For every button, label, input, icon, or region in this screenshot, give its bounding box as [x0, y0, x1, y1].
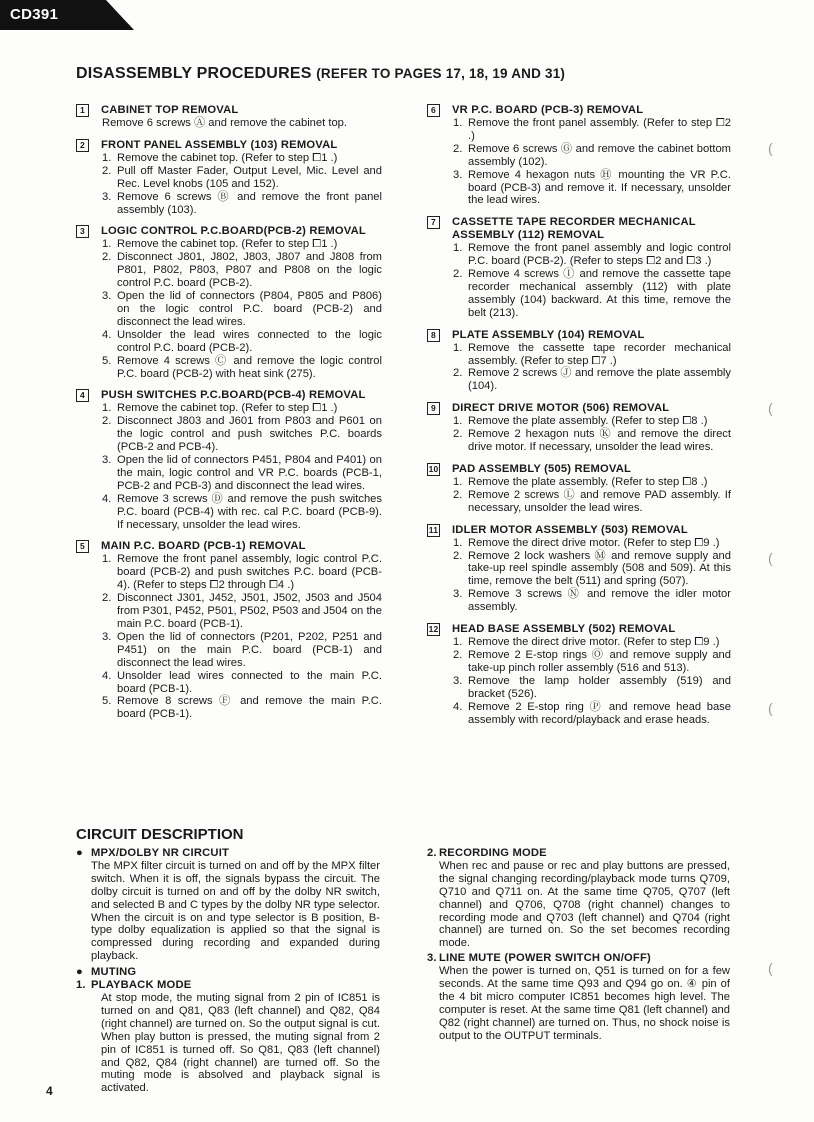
step-number: 1. — [453, 475, 463, 488]
section-number-box: 3 — [76, 225, 89, 238]
section-title: PUSH SWITCHES P.C.BOARD(PCB-4) REMOVAL — [101, 389, 366, 402]
model-tab — [0, 0, 134, 30]
section-body — [453, 636, 731, 726]
playback-num: 1. — [76, 979, 86, 992]
section-heading — [427, 463, 731, 476]
step-number: 2. — [453, 142, 463, 155]
step-text: Disconnect J803 and J601 from P803 and P601 on the logic control and push switches P.C. boards (PCB-2 and PCB-4). — [117, 415, 382, 454]
section-10 — [427, 463, 731, 515]
section-6 — [427, 104, 731, 207]
step-text: Remove 4 screws Ⓘ and remove the cassette tape recorder mechanical assembly (112) with plate assembly (104) backward. At this time, remove the belt (213). — [468, 267, 731, 319]
section-title: FRONT PANEL ASSEMBLY (103) REMOVAL — [101, 138, 338, 151]
step-number: 3. — [453, 168, 463, 181]
section-title: PLATE ASSEMBLY (104) REMOVAL — [452, 328, 645, 341]
section-heading — [76, 139, 382, 152]
step-text: Remove the direct drive motor. (Refer to step ⧠9 .) — [468, 536, 720, 549]
step-number: 2. — [453, 549, 463, 562]
step-number: 4. — [102, 492, 112, 505]
recording-heading — [427, 847, 730, 860]
muting-heading — [76, 966, 380, 979]
step-number: 1. — [102, 402, 112, 415]
left-column — [76, 104, 382, 730]
step-item — [453, 342, 731, 368]
playback-heading — [76, 979, 380, 992]
step-text: Remove the cabinet top. (Refer to step ⧠1 .) — [117, 402, 338, 415]
section-5 — [76, 540, 382, 721]
step-text: Remove 2 hexagon nuts Ⓚ and remove the direct drive motor. If necessary, unsolder the lead wires. — [468, 428, 731, 454]
section-1 — [76, 104, 382, 130]
step-number: 1. — [453, 636, 463, 649]
step-number: 2. — [453, 267, 463, 280]
step-item — [453, 367, 731, 393]
step-item — [102, 695, 382, 721]
step-number: 3. — [453, 674, 463, 687]
section-7 — [427, 216, 731, 319]
section-2 — [76, 139, 382, 217]
step-text: Remove 2 screws Ⓙ and remove the plate assembly (104). — [468, 367, 731, 393]
step-text: Disconnect J801, J802, J803, J807 and J808 from P801, P802, P803, P807 and P808 on the logic control P.C. board (PCB-2). — [117, 251, 382, 290]
step-text: Remove 4 hexagon nuts Ⓗ mounting the VR P.C. board (PCB-3) and remove it. If necessary, unsolder the lead wires. — [468, 168, 731, 207]
section-4 — [76, 389, 382, 531]
section-title: PAD ASSEMBLY (505) REMOVAL — [452, 462, 632, 475]
bullet: ● — [76, 847, 83, 859]
step-item — [102, 165, 382, 191]
step-text: Remove the cabinet top. (Refer to step ⧠1 .) — [117, 151, 338, 164]
step-item — [102, 553, 382, 592]
step-text: Unsolder the lead wires connected to the logic control P.C. board (PCB-2). — [117, 328, 382, 354]
step-text: Remove the front panel assembly. (Refer to step ⧠2 .) — [468, 117, 731, 142]
section-heading — [76, 389, 382, 402]
section-body — [102, 152, 382, 217]
step-text: Pull off Master Fader, Output Level, Mic. Level and Rec. Level knobs (105 and 152). — [117, 164, 382, 190]
step-item — [453, 649, 731, 675]
linemute-body: When the power is turned on, Q51 is turned on for a few seconds. At the same time Q93 and Q94 go on. ④ pin of the 4 bit micro computer IC851 becomes high level. The computer is reset. At the same time Q81 (left channel) and Q82 (right channel) are turned on. Thus, no shock noise is output to the OUTPUT terminals. — [439, 965, 730, 1042]
section-title: CABINET TOP REMOVAL — [101, 104, 239, 116]
step-item — [453, 636, 731, 649]
step-text: Remove 2 E-stop ring Ⓟ and remove head base assembly with record/playback and erase heads. — [468, 700, 731, 726]
section-heading — [427, 329, 731, 342]
step-item — [453, 701, 731, 727]
linemute-heading — [427, 952, 730, 965]
section-number-box: 7 — [427, 216, 440, 229]
bullet: ● — [76, 966, 83, 979]
step-number: 3. — [102, 630, 112, 643]
step-number: 2. — [453, 649, 463, 661]
section-heading — [427, 402, 731, 415]
step-text: Unsolder lead wires connected to the main P.C. board (PCB-1). — [117, 669, 382, 695]
scan-mark: ( — [768, 550, 773, 566]
section-3 — [76, 225, 382, 380]
circuit-right-column — [427, 847, 730, 1043]
section-8 — [427, 329, 731, 394]
step-number: 1. — [102, 238, 112, 251]
step-text: Remove 2 screws Ⓛ and remove PAD assembly. If necessary, unsolder the lead wires. — [468, 488, 731, 514]
step-number: 2. — [102, 251, 112, 264]
section-heading — [76, 104, 382, 117]
step-text: Remove 3 screws Ⓝ and remove the idler motor assembly. — [468, 588, 731, 614]
step-number: 4. — [102, 328, 112, 341]
step-item — [453, 169, 731, 208]
step-text: Open the lid of connectors (P804, P805 and P806) on the logic control P.C. board (PCB-2) and disconnect the lead wires. — [117, 290, 382, 328]
linemute-num: 3. — [427, 952, 437, 965]
title-sub: (REFER TO PAGES 17, 18, 19 AND 31) — [316, 66, 566, 81]
recording-body: When rec and pause or rec and play buttons are pressed, the signal changing recording/playback mode turns Q709, Q710 and Q711 on. At the same time Q705, Q707 (left channel) and Q706, Q708 (right channel) changes to recording mode and Q703 (left channel) and Q704 (right channel) are turned on. So the set becomes recording mode. — [439, 859, 730, 950]
step-text: Remove 6 screws Ⓖ and remove the cabinet bottom assembly (102). — [468, 142, 731, 168]
step-item — [102, 152, 382, 165]
step-item — [102, 238, 382, 251]
step-number: 1. — [453, 415, 463, 428]
step-item — [453, 428, 731, 454]
step-item — [102, 290, 382, 329]
section-heading — [427, 104, 731, 117]
step-number: 1. — [102, 151, 112, 164]
step-text: Open the lid of connectors (P201, P202, P251 and P451) on the main P.C. board (PCB-1) and disconnect the lead wires. — [117, 630, 382, 669]
scan-mark: ( — [768, 960, 773, 976]
section-body — [453, 476, 731, 515]
step-text: Remove 6 screws Ⓑ and remove the front panel assembly (103). — [117, 190, 382, 216]
section-title: VR P.C. BOARD (PCB-3) REMOVAL — [452, 104, 644, 116]
circuit-title: CIRCUIT DESCRIPTION — [76, 826, 244, 843]
mpx-body: The MPX filter circuit is turned on and off by the MPX filter switch. When it is off, the signals bypass the circuit. The dolby circuit is turned on and off by the dolby NR switch, and selected B and C types by the dolby NR type selector. When the circuit is on and type selector is B position, B-type dolby equalization is applied so that the signal is compressed during recording and expanded during playback. — [91, 859, 380, 963]
section-body — [453, 342, 731, 394]
section-title: HEAD BASE ASSEMBLY (502) REMOVAL — [452, 623, 676, 636]
step-item — [453, 537, 731, 550]
section-heading — [427, 524, 731, 537]
step-number: 3. — [102, 290, 112, 303]
scan-mark: ( — [768, 400, 773, 416]
section-body — [102, 117, 382, 130]
section-9 — [427, 402, 731, 454]
section-number-box: 6 — [427, 104, 440, 117]
step-number: 1. — [453, 117, 463, 129]
section-number-box: 9 — [427, 402, 440, 415]
step-item — [102, 454, 382, 493]
step-item — [453, 242, 731, 268]
step-text: Remove the front panel assembly, logic control P.C. board (PCB-2) and push switches P.C. board (PCB-4). (Refer to steps ⧠2 through ⧠4 .) — [117, 553, 382, 592]
section-number-box: 10 — [428, 463, 439, 474]
step-number: 2. — [102, 164, 112, 177]
section-heading — [427, 216, 731, 242]
circuit-left-column — [76, 847, 380, 1095]
step-item — [102, 592, 382, 631]
step-item — [102, 631, 382, 670]
step-number: 1. — [453, 341, 463, 354]
step-text: Remove the direct drive motor. (Refer to step ⧠9 .) — [468, 636, 720, 649]
step-number: 2. — [453, 488, 463, 501]
section-heading — [76, 540, 382, 553]
section-body — [453, 537, 731, 614]
recording-title: RECORDING MODE — [439, 847, 547, 859]
step-text: Remove 8 screws Ⓕ and remove the main P.C. board (PCB-1). — [117, 695, 382, 721]
step-number: 4. — [102, 669, 112, 682]
section-body — [102, 402, 382, 531]
step-number: 4. — [453, 700, 463, 713]
section-title: LOGIC CONTROL P.C.BOARD(PCB-2) REMOVAL — [101, 225, 366, 238]
scan-mark: ( — [768, 700, 773, 716]
step-text: Remove 3 screws Ⓓ and remove the push switches P.C. board (PCB-4) with rec. cal P.C. board (PCB-9). If necessary, unsolder the lead wires. — [117, 492, 382, 531]
step-item — [453, 143, 731, 169]
right-column — [427, 104, 731, 735]
step-item — [102, 493, 382, 532]
step-number: 2. — [453, 428, 463, 441]
step-text: Remove the cabinet top. (Refer to step ⧠1 .) — [117, 238, 338, 251]
muting-title: MUTING — [91, 966, 137, 979]
step-text: Remove the front panel assembly and logic control P.C. board (PCB-2). (Refer to steps ⧠2 and ⧠3 .) — [468, 242, 731, 268]
section-number-box: 1 — [76, 104, 89, 117]
section-body — [102, 238, 382, 380]
section-title: IDLER MOTOR ASSEMBLY (503) REMOVAL — [452, 523, 688, 536]
section-text: Remove 6 screws Ⓐ and remove the cabinet top. — [102, 117, 347, 129]
model-label: CD391 — [10, 6, 59, 23]
section-heading — [427, 623, 731, 636]
page-title — [76, 65, 565, 83]
step-item — [102, 191, 382, 217]
step-number: 1. — [453, 536, 463, 549]
step-item — [102, 329, 382, 355]
scan-mark: ( — [768, 140, 773, 156]
step-item — [453, 415, 731, 428]
step-item — [453, 550, 731, 589]
step-item — [453, 588, 731, 614]
section-number-box: 8 — [427, 329, 440, 342]
section-number-box: 4 — [76, 389, 89, 402]
step-item — [102, 670, 382, 696]
step-item — [453, 268, 731, 320]
mpx-heading — [76, 847, 380, 860]
step-text: Remove the lamp holder assembly (519) and bracket (526). — [468, 674, 731, 700]
section-number-box: 2 — [76, 139, 89, 152]
mpx-title: MPX/DOLBY NR CIRCUIT — [91, 847, 230, 859]
step-text: Open the lid of connectors P451, P804 and P401) on the main, logic control and VR P.C. boards (PCB-1, PCB-2 and PCB-3) and disconnect the lead wires. — [117, 454, 382, 492]
playback-body: At stop mode, the muting signal from 2 pin of IC851 is turned on and Q81, Q83 (left channel) and Q82, Q84 (right channel) are turned on. So the output signal is cut. When play button is pressed, the muting signal from 2 pin of IC851 is turned off. So Q81, Q83 (left channel) and Q82, Q84 (right channel) are turned off. So the muting mode is absolved and playback signal is activated. — [101, 991, 380, 1095]
step-text: Remove the cassette tape recorder mechanical assembly. (Refer to step ⧠7 .) — [468, 341, 731, 367]
step-text: Remove the plate assembly. (Refer to step ⧠8 .) — [468, 475, 708, 488]
step-text: Remove 2 lock washers Ⓜ and remove supply and take-up reel spindle assembly (508 and 509). At this time, remove the belt (511) and spring (507). — [468, 549, 731, 588]
section-body — [453, 117, 731, 207]
step-text: Remove the plate assembly. (Refer to step ⧠8 .) — [468, 415, 708, 428]
step-number: 3. — [102, 190, 112, 203]
step-number: 2. — [453, 367, 463, 380]
section-number-box: 5 — [76, 540, 89, 553]
step-item — [453, 489, 731, 515]
step-item — [102, 402, 382, 415]
recording-num: 2. — [427, 847, 437, 859]
section-body — [453, 415, 731, 454]
step-number: 3. — [453, 588, 463, 601]
step-item — [102, 415, 382, 454]
step-number: 3. — [102, 454, 112, 467]
section-title: DIRECT DRIVE MOTOR (506) REMOVAL — [452, 402, 670, 415]
page-number: 4 — [46, 1084, 53, 1098]
section-11 — [427, 524, 731, 614]
step-text: Disconnect J301, J452, J501, J502, J503 and J504 from P301, P452, P501, P502, P503 and J504 on the main P.C. board (PCB-1). — [117, 592, 382, 630]
step-number: 1. — [453, 242, 463, 255]
step-item — [102, 251, 382, 290]
step-number: 5. — [102, 354, 112, 367]
section-12 — [427, 623, 731, 726]
section-title: MAIN P.C. BOARD (PCB-1) REMOVAL — [101, 540, 306, 553]
step-number: 2. — [102, 415, 112, 428]
section-body — [102, 553, 382, 721]
step-item — [453, 476, 731, 489]
step-item — [453, 117, 731, 143]
step-text: Remove 4 screws Ⓒ and remove the logic control P.C. board (PCB-2) with heat sink (275). — [117, 354, 382, 380]
step-number: 1. — [102, 553, 112, 566]
step-item — [102, 355, 382, 381]
playback-title: PLAYBACK MODE — [91, 979, 192, 992]
section-number-box: 11 — [428, 524, 439, 535]
section-body — [453, 242, 731, 319]
step-number: 5. — [102, 695, 112, 708]
step-item — [453, 675, 731, 701]
step-text: Remove 2 E-stop rings Ⓞ and remove supply and take-up pinch roller assembly (516 and 513). — [468, 649, 731, 674]
section-heading — [76, 225, 382, 238]
step-number: 2. — [102, 592, 112, 605]
title-main: DISASSEMBLY PROCEDURES — [76, 65, 312, 82]
section-title: CASSETTE TAPE RECORDER MECHANICAL ASSEMBLY (112) REMOVAL — [452, 216, 696, 242]
linemute-title: LINE MUTE (POWER SWITCH ON/OFF) — [439, 952, 651, 965]
section-number-box: 12 — [428, 624, 439, 635]
